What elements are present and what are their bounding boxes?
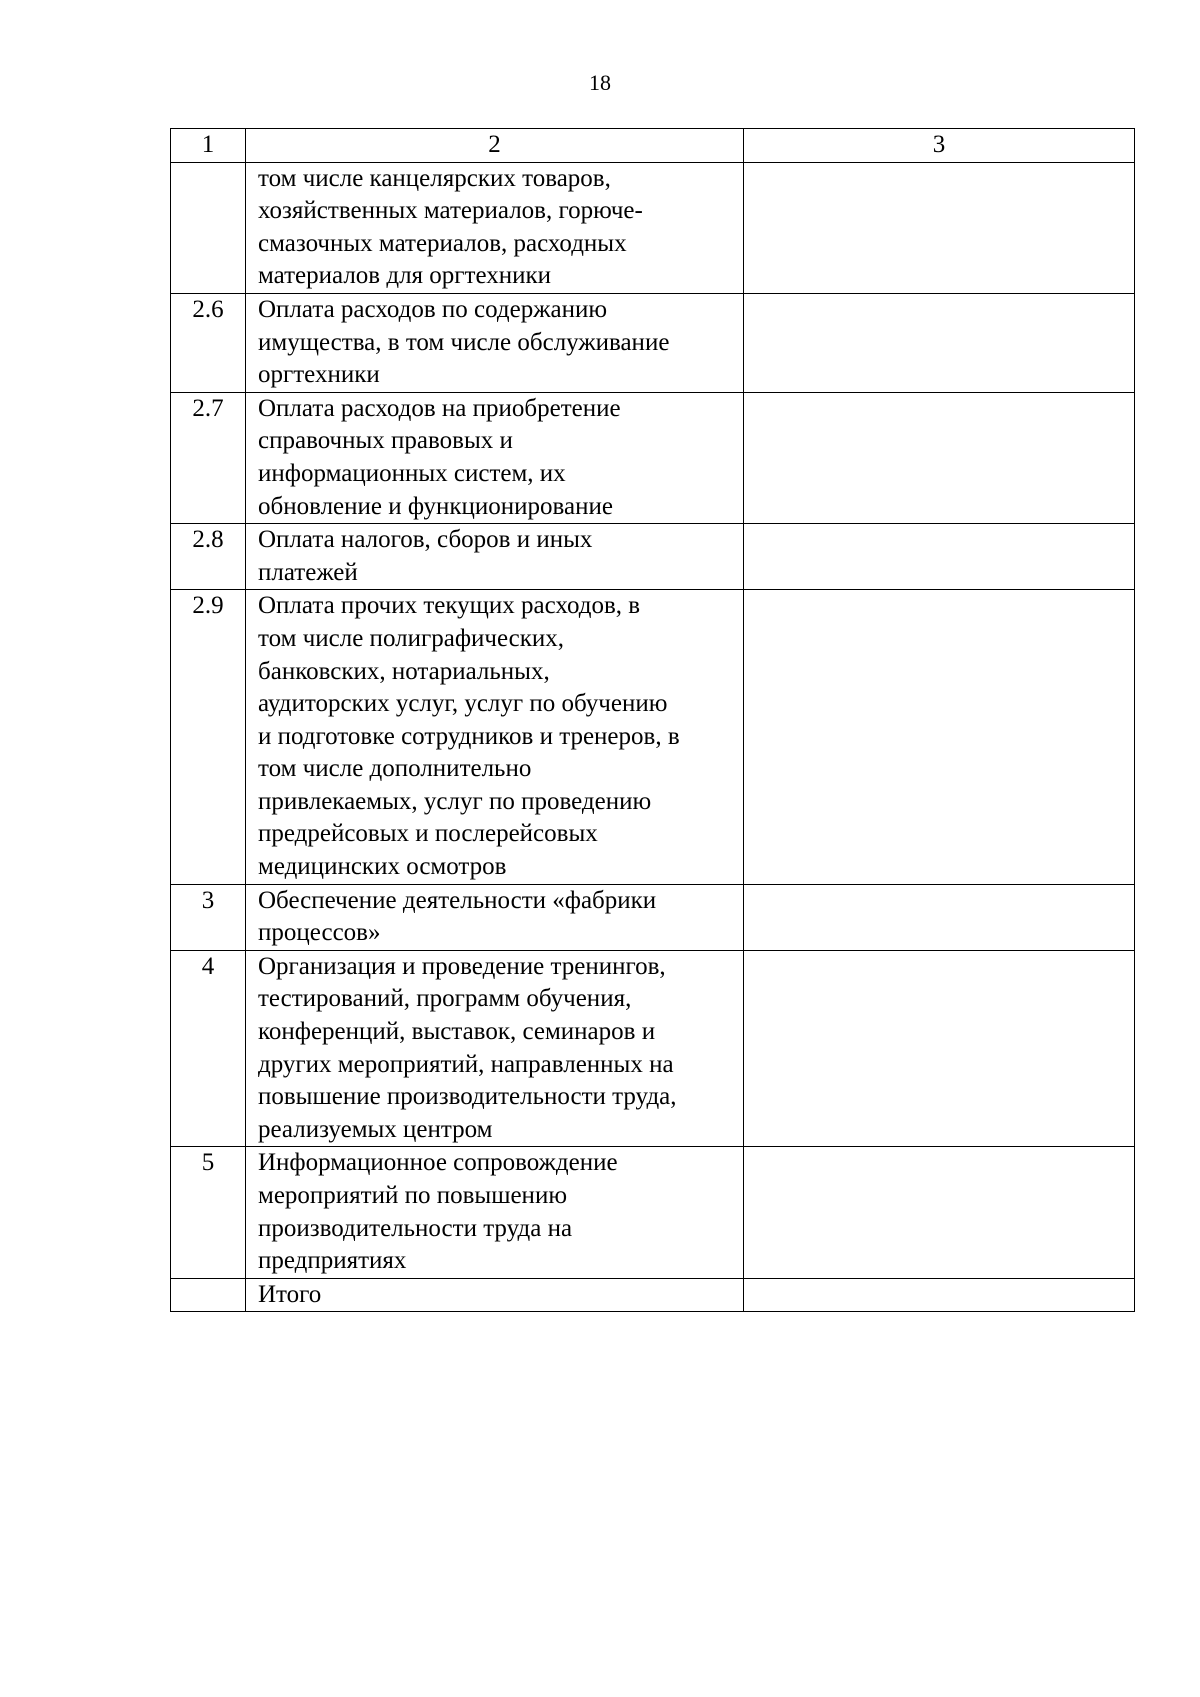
row-description: Оплата прочих текущих расходов, в том числе полиграфических, банковских, нотариальных, аудиторских услуг, услуг по обучению и подготовке сотрудников и тренеров, в том числе дополнительно привлекаемых, услуг по проведению предрейсовых и послерейсовых медицинских осмотров (246, 590, 744, 884)
row-number: 2.8 (171, 524, 246, 590)
table-row (171, 293, 1135, 392)
row-description: Информационное сопровождение мероприятий по повышению производительности труда на предприятиях (246, 1147, 744, 1278)
table-row (171, 884, 1135, 950)
row-value (744, 590, 1135, 884)
row-value (744, 524, 1135, 590)
expense-table (170, 128, 1135, 1312)
row-value (744, 162, 1135, 293)
row-value (744, 293, 1135, 392)
table-row (171, 950, 1135, 1147)
row-description: Организация и проведение тренингов, тестирований, программ обучения, конференций, выставок, семинаров и других мероприятий, направленных на повышение производительности труда, реализуемых центром (246, 950, 744, 1147)
row-value (744, 1147, 1135, 1278)
row-number: 2.9 (171, 590, 246, 884)
row-number (171, 162, 246, 293)
table-header-row (171, 129, 1135, 163)
row-description: Оплата расходов по содержанию имущества, в том числе обслуживание оргтехники (246, 293, 744, 392)
row-description: Оплата расходов на приобретение справочных правовых и информационных систем, их обновление и функционирование (246, 392, 744, 523)
table-total-row (171, 1278, 1135, 1312)
row-value (744, 392, 1135, 523)
column-header-2: 2 (246, 129, 744, 163)
table-row (171, 524, 1135, 590)
row-description: Обеспечение деятельности «фабрики процессов» (246, 884, 744, 950)
table-row (171, 392, 1135, 523)
row-number: 2.6 (171, 293, 246, 392)
row-number: 2.7 (171, 392, 246, 523)
total-value (744, 1278, 1135, 1312)
row-number: 4 (171, 950, 246, 1147)
row-value (744, 950, 1135, 1147)
total-label: Итого (246, 1278, 744, 1312)
column-header-1: 1 (171, 129, 246, 163)
row-description: Оплата налогов, сборов и иных платежей (246, 524, 744, 590)
row-number (171, 1278, 246, 1312)
table-row (171, 590, 1135, 884)
column-header-3: 3 (744, 129, 1135, 163)
page-number: 18 (589, 70, 611, 95)
row-number: 5 (171, 1147, 246, 1278)
row-number: 3 (171, 884, 246, 950)
table-row (171, 162, 1135, 293)
table-row (171, 1147, 1135, 1278)
row-value (744, 884, 1135, 950)
row-description: том числе канцелярских товаров, хозяйственных материалов, горюче- смазочных материалов, расходных материалов для оргтехники (246, 162, 744, 293)
